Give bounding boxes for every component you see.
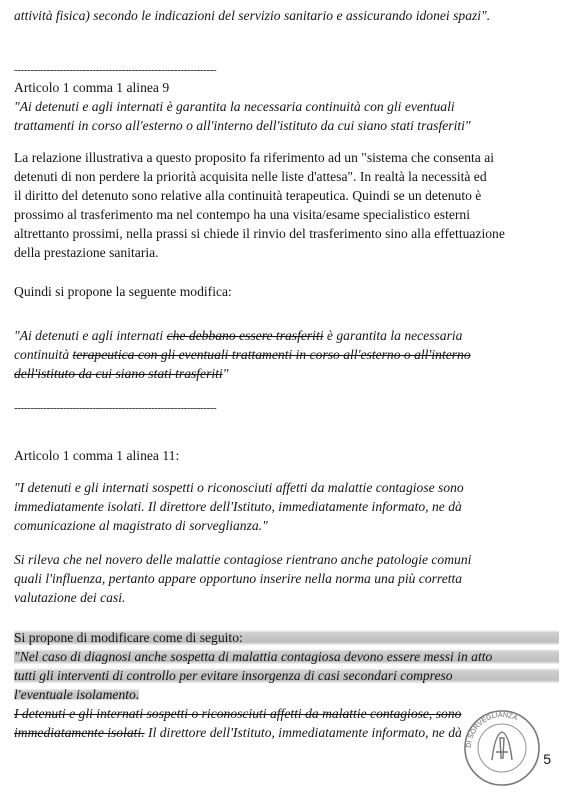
proposal-line [14, 345, 559, 364]
top-line [14, 6, 559, 25]
official-stamp [462, 708, 542, 788]
quote-line: "I detenuti e gli internati sospetti o riconosciuti affetti da malattie contagiose sono [14, 480, 464, 495]
inserted-text: terapeutica [72, 347, 135, 362]
emblem-icon [492, 732, 512, 760]
quote-line: immediatamente isolati. Il direttore dell'Istituto, immediatamente informato, ne dà [14, 499, 462, 514]
inserted-text: che debbano essere trasferiti [166, 328, 324, 343]
stamp-text: DI SORVEGLIANZA [465, 711, 519, 749]
proposal-line [14, 364, 559, 383]
explanation-paragraph [14, 148, 559, 262]
paragraph-line: prossimo al trasferimento ma nel contempo ha una visita/esame specialistico esterni [14, 207, 471, 222]
proposed-text-1 [14, 326, 559, 383]
proposal-line: "Nel caso di diagnosi anche sospetta di malattia contagiosa devono essere messi in atto [14, 647, 559, 666]
proposal-line-deleted: I detenuti e gli internati sospetti o riconosciuti affetti da malattie contagiose, sono [14, 706, 462, 721]
note-line: Si rileva che nel novero delle malattie contagiose rientrano anche patologie comuni [14, 552, 472, 567]
paragraph-line: altrettanto prossimi, nella prassi si chiede il rinvio del trasferimento sino alla effettuazione [14, 226, 505, 241]
dashed-separator: -------------------------------------------------------------- [14, 64, 217, 76]
section-heading: Articolo 1 comma 1 alinea 11: [14, 448, 180, 463]
section-alinea-11 [14, 446, 559, 465]
proposal-intro: Si propone di modificare come di seguito: [14, 628, 559, 647]
proposal-line [14, 326, 559, 345]
proposal-line: tutti gli interventi di controllo per evitare insorgenza di casi secondari compreso [14, 666, 559, 685]
note-line: valutazione dei casi. [14, 590, 126, 605]
text-fragment: "Ai detenuti e agli internati [14, 328, 167, 343]
quote-alinea-11 [14, 478, 559, 535]
continued-text: attività fisica) secondo le indicazioni del servizio sanitario e assicurando idonei spazi". [14, 8, 491, 23]
dashed-separator: -------------------------------------------------------------- [14, 402, 217, 414]
proposal-intro: Quindi si propone la seguente modifica: [14, 284, 232, 299]
paragraph-line: il diritto del detenuto sono relative alla continuità terapeutica. Quindi se un detenuto è [14, 188, 482, 203]
text-fragment: continuità [14, 347, 73, 362]
note-line: quali l'influenza, pertanto appare opportuno inserire nella norma una più corretta [14, 571, 463, 586]
deleted-text: immediatamente isolati. [14, 725, 145, 740]
text-fragment: è garantita la necessaria [323, 328, 463, 343]
text-fragment: " [222, 366, 229, 381]
highlighted-text: l'eventuale isolamento. [14, 687, 140, 702]
paragraph-line: La relazione illustrativa a questo proposito fa riferimento ad un "sistema che consenta ai [14, 150, 495, 165]
separator-1 [14, 64, 559, 76]
section-alinea-9 [14, 78, 559, 135]
proposal-line [14, 685, 559, 704]
deleted-text: con gli eventuali trattamenti in corso all'esterno o all'interno [134, 347, 471, 362]
text-fragment: Il direttore dell'Istituto, immediatamente informato, ne dà [144, 725, 462, 740]
paragraph-line: della prestazione sanitaria. [14, 245, 159, 260]
proposal-intro-1 [14, 282, 559, 301]
note-paragraph [14, 550, 559, 607]
quote-line: comunicazione al magistrato di sorveglianza." [14, 518, 268, 533]
page-number: 5 [543, 751, 551, 767]
separator-2 [14, 402, 559, 414]
deleted-text: dell'istituto da cui siano stati trasferiti [14, 366, 223, 381]
quote-line: "Ai detenuti e agli internati è garantita la necessaria continuità con gli eventuali [14, 99, 455, 114]
section-heading: Articolo 1 comma 1 alinea 9 [14, 80, 170, 95]
quote-line: trattamenti in corso all'esterno o all'interno dell'istituto da cui siano stati trasferiti" [14, 118, 471, 133]
paragraph-line: detenuti di non perdere la priorità acquisita nelle liste d'attesa". In realtà la necessità ed [14, 169, 487, 184]
